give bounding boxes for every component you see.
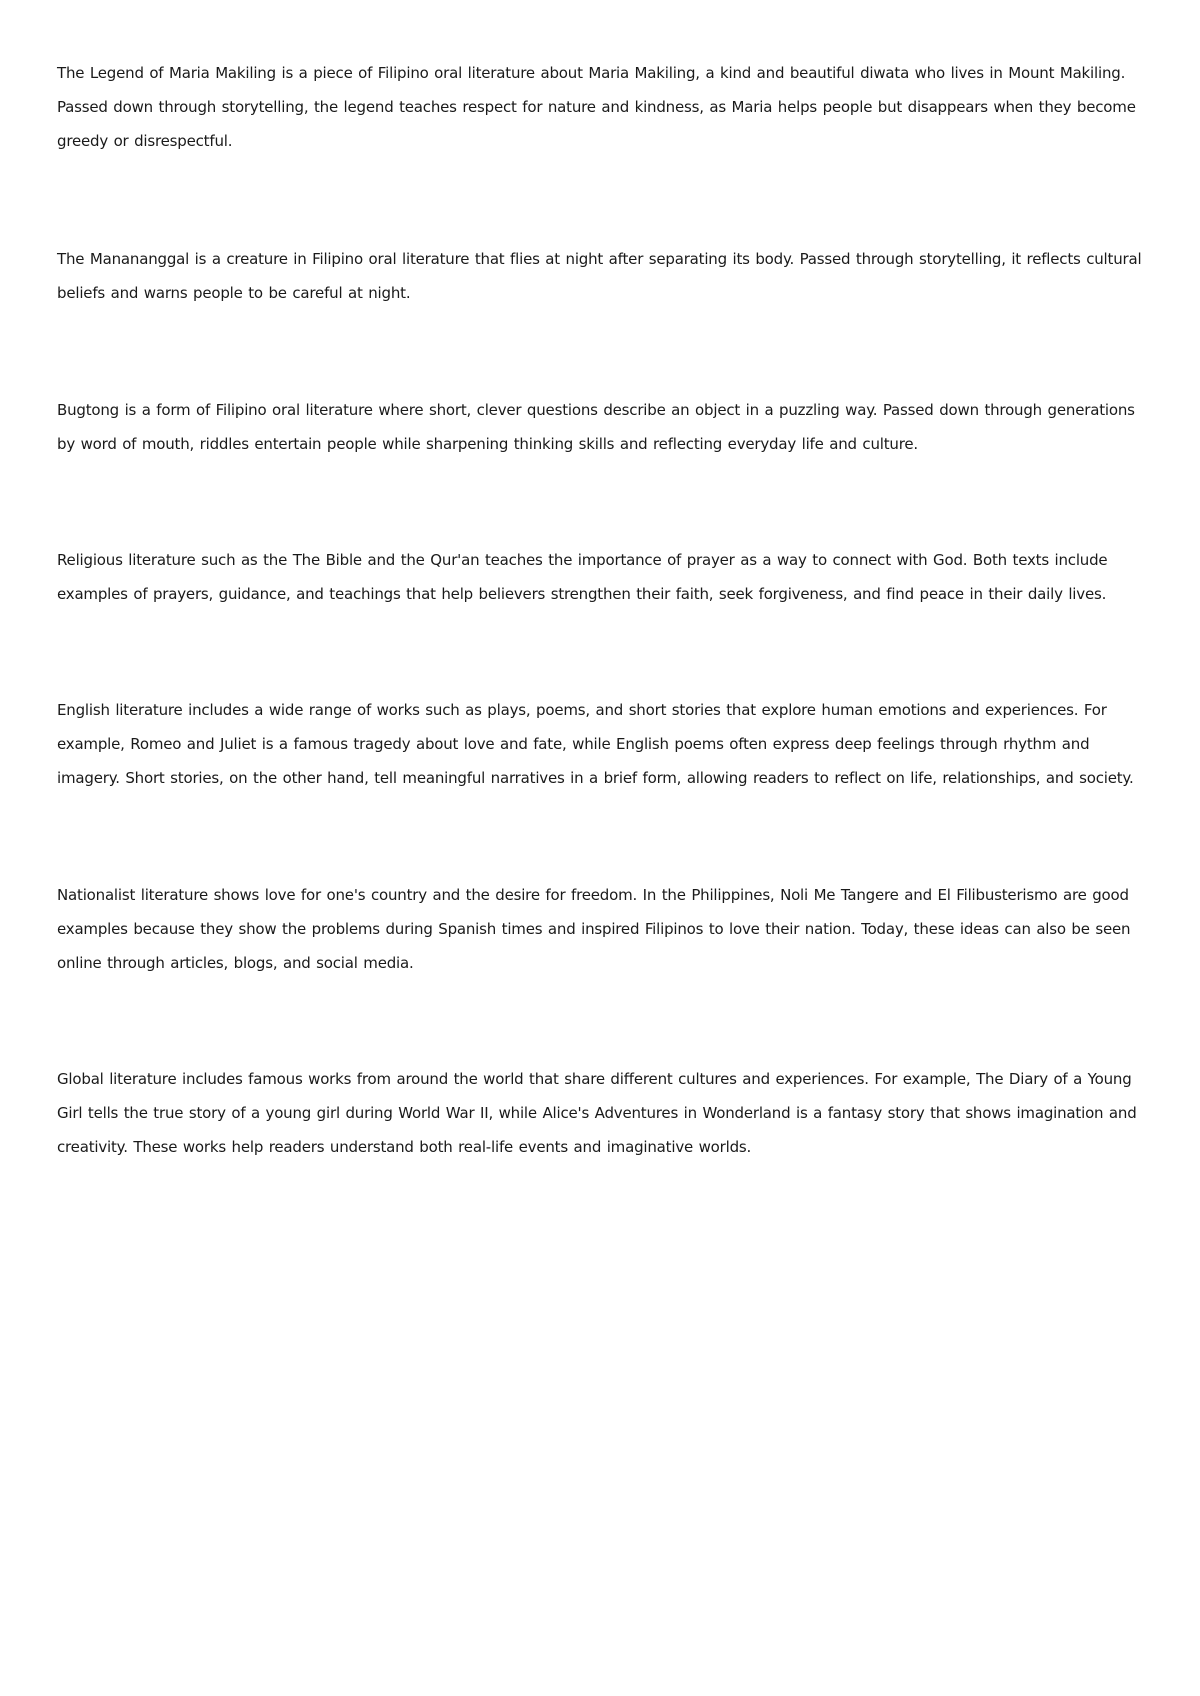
paragraph-global-literature: Global literature includes famous works from around the world that share different cultures and experiences. For example, The Diary of a Young Girl tells the true story of a young girl during World War II, while Alice's Adventures in Wonderland is a fantasy story that shows imagination and creativity. These works help readers understand both real-life events and imaginative worlds. bbox=[57, 1070, 1137, 1156]
paragraph-bugtong: Bugtong is a form of Filipino oral literature where short, clever questions describe an object in a puzzling way. Passed down through generations by word of mouth, riddles entertain people while sharpening thinking skills and reflecting everyday life and culture. bbox=[57, 401, 1135, 453]
paragraph-nationalist-literature: Nationalist literature shows love for one's country and the desire for freedom. In the Philippines, Noli Me Tangere and El Filibusterismo are good examples because they show the problems during Spanish times and inspired Filipinos to love their nation. Today, these ideas can also be seen online through articles, blogs, and social media. bbox=[57, 886, 1131, 972]
paragraph-english-literature: English literature includes a wide range of works such as plays, poems, and short stories that explore human emotions and experiences. For example, Romeo and Juliet is a famous tragedy about love and fate, while English poems often express deep feelings through rhythm and imagery. Short stories, on the other hand, tell meaningful narratives in a brief form, allowing readers to reflect on life, relationships, and society. bbox=[57, 701, 1134, 787]
paragraph-manananggal: The Manananggal is a creature in Filipino oral literature that flies at night after separating its body. Passed through storytelling, it reflects cultural beliefs and warns people to be careful at night. bbox=[57, 250, 1142, 302]
paragraph-maria-makiling: The Legend of Maria Makiling is a piece of Filipino oral literature about Maria Makiling, a kind and beautiful diwata who lives in Mount Makiling. Passed down through storytelling, the legend teaches respect for nature and kindness, as Maria helps people but disappears when they become greedy or disrespectful. bbox=[57, 64, 1136, 150]
paragraph-religious-literature: Religious literature such as the The Bible and the Qur'an teaches the importance of prayer as a way to connect with God. Both texts include examples of prayers, guidance, and teachings that help believers strengthen their faith, seek forgiveness, and find peace in their daily lives. bbox=[57, 551, 1108, 603]
